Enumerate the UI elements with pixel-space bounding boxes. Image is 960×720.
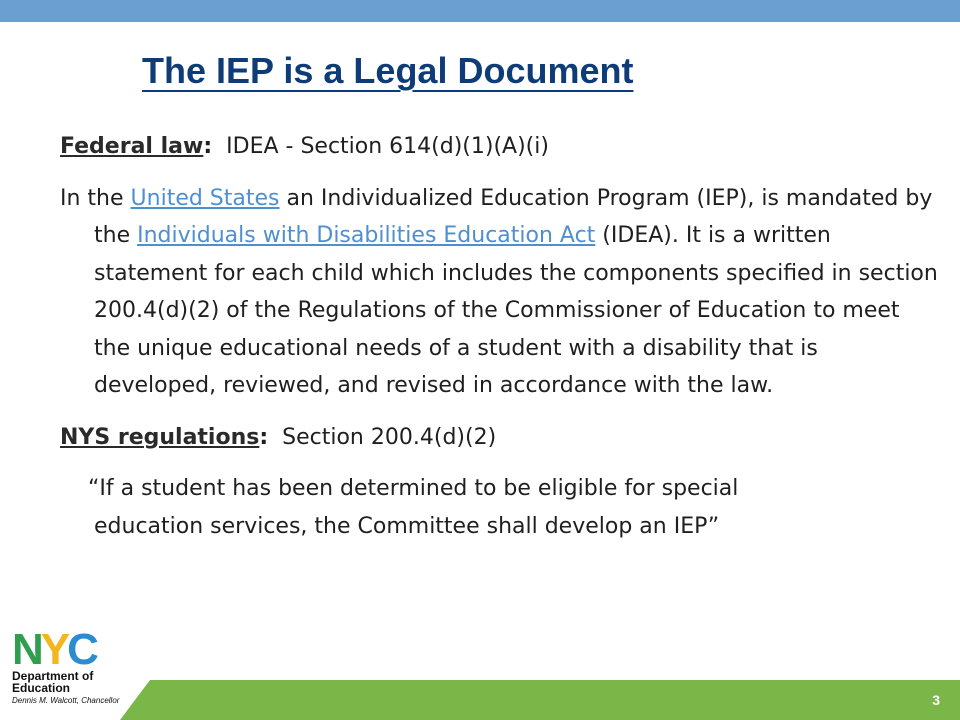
slide-title: The IEP is a Legal Document (142, 50, 634, 91)
logo-chancellor: Dennis M. Walcott, Chancellor (12, 696, 120, 705)
federal-law-line (60, 128, 940, 166)
idea-act-link[interactable]: Individuals with Disabilities Education Act (137, 223, 596, 248)
iep-description-paragraph (60, 180, 940, 405)
federal-law-label: Federal law (60, 134, 204, 159)
nyc-doe-logo (12, 625, 132, 712)
footer-green-band (0, 680, 960, 720)
logo-department-line-1: Department of (12, 669, 94, 683)
intro-text-3: (IDEA). It is a written statement for each child which includes the components specified in section 200.4(d)(2) of the Regulations of the Commissioner of Education to meet the unique educational needs of a student with a disability that is developed, reviewed, and revised in accordance with the law. (94, 223, 938, 398)
nys-regulations-colon: : (259, 424, 269, 450)
regulation-quote (60, 470, 940, 545)
federal-law-text: IDEA - Section 614(d)(1)(A)(i) (212, 134, 549, 159)
logo-letter-n: N (12, 625, 41, 674)
top-accent-bar (0, 0, 960, 22)
logo-department-line-2: Education (12, 681, 71, 695)
page-number: 3 (932, 692, 940, 708)
quote-line-1: “If a student has been determined to be eligible for special (88, 476, 739, 501)
slide-body (60, 128, 940, 545)
nyc-wordmark (12, 625, 132, 674)
footer-bar (0, 680, 960, 720)
logo-letter-c: C (67, 625, 96, 674)
nys-regulations-line (60, 419, 940, 457)
nys-regulations-label: NYS regulations (60, 424, 260, 450)
quote-line-2: education services, the Committee shall develop an IEP” (94, 513, 720, 539)
intro-text-2: an Individualized Education Program (IEP), is mandated by the (94, 185, 933, 248)
intro-text-1: In the (60, 185, 131, 211)
federal-law-colon: : (203, 134, 213, 159)
united-states-link[interactable]: United States (130, 185, 280, 211)
nys-regulations-text: Section 200.4(d)(2) (268, 424, 497, 450)
logo-letter-y: Y (40, 625, 68, 674)
